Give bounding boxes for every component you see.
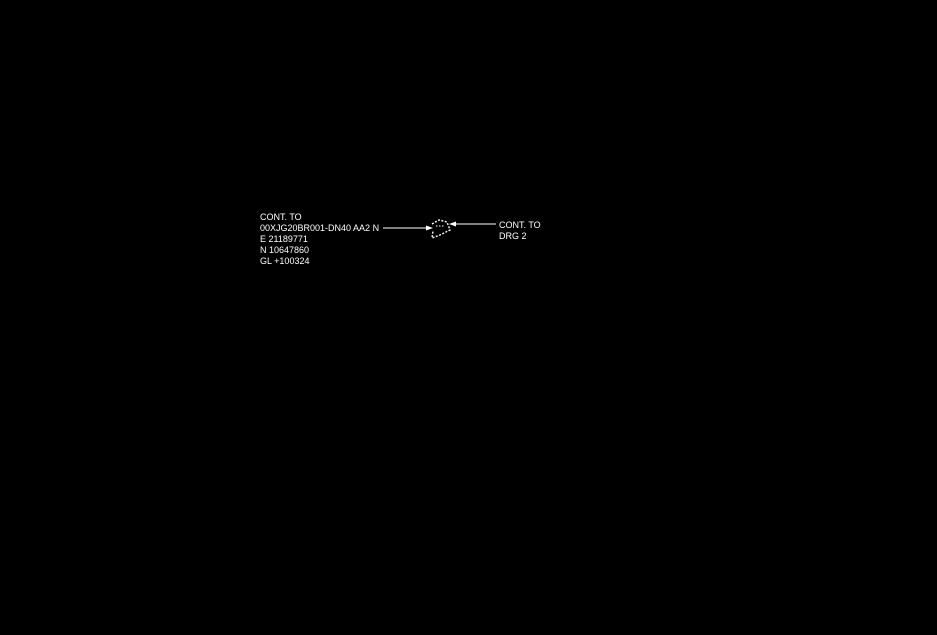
left-note-line-3-easting: E 21189771: [260, 234, 308, 244]
left-note-line-4-northing: N 10647860: [260, 245, 310, 255]
left-leader-arrow: [383, 226, 433, 231]
left-note-line-1: CONT. TO: [260, 212, 302, 222]
left-note-line-2-pipe-tag: 00XJG20BR001-DN40 AA2 N: [260, 223, 380, 233]
right-note-line-1: CONT. TO: [499, 220, 541, 230]
left-note-line-5-ground-level: GL +100324: [260, 256, 310, 266]
right-note-line-2: DRG 2: [499, 231, 527, 241]
right-leader-arrow: [449, 222, 496, 227]
pipe-continuation-symbol: [432, 220, 450, 238]
